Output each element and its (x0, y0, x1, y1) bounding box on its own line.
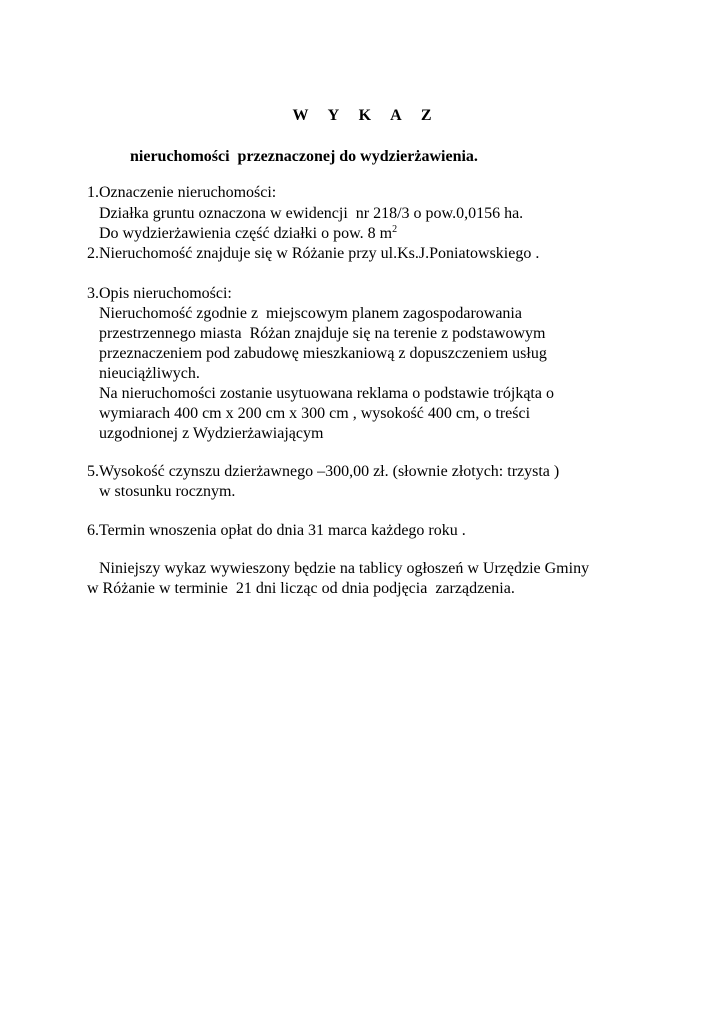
section-3-line: przeznaczeniem pod zabudowę mieszkaniową z dopuszczeniem usług (99, 345, 547, 362)
section-3-line: nieuciążliwych. (99, 365, 200, 382)
closing-line-2: w Różanie w terminie 21 dni licząc od dnia podjęcia zarządzenia. (87, 580, 515, 597)
document-subtitle: nieruchomości przeznaczonej do wydzierżawienia. (130, 148, 478, 165)
document-title: W Y K A Z (292, 107, 440, 124)
section-3-line: uzgodnionej z Wydzierżawiającym (99, 425, 324, 442)
section-3-line: Na nieruchomości zostanie usytuowana reklama o podstawie trójkąta o (99, 385, 554, 402)
section-5-heading: 5.Wysokość czynszu dzierżawnego –300,00 zł. (słownie złotych: trzysta ) (87, 463, 560, 480)
section-3-line: wymiarach 400 cm x 200 cm x 300 cm , wysokość 400 cm, o treści (99, 405, 531, 422)
square-meter-superscript: 2 (392, 224, 398, 235)
section-1-heading: 1.Oznaczenie nieruchomości: (87, 184, 277, 201)
section-3-heading: 3.Opis nieruchomości: (87, 285, 232, 302)
section-6-heading: 6.Termin wnoszenia opłat do dnia 31 marca każdego roku . (87, 522, 466, 539)
section-1-parcel-line: Działka gruntu oznaczona w ewidencji nr 218/3 o pow.0,0156 ha. (99, 205, 524, 222)
closing-line-1: Niniejszy wykaz wywieszony będzie na tablicy ogłoszeń w Urzędzie Gminy (99, 560, 590, 577)
section-2-heading: 2.Nieruchomość znajduje się w Różanie przy ul.Ks.J.Poniatowskiego . (87, 245, 540, 262)
section-1-lease-area-line (99, 224, 397, 244)
section-5-line: w stosunku rocznym. (99, 483, 236, 500)
section-3-line: przestrzennego miasta Różan znajduje się na terenie z podstawowym (99, 325, 546, 342)
section-3-line: Nieruchomość zgodnie z miejscowym planem zagospodarowania (99, 305, 522, 322)
section-1-lease-area-text: Do wydzierżawienia część działki o pow. 8 m (99, 225, 393, 242)
